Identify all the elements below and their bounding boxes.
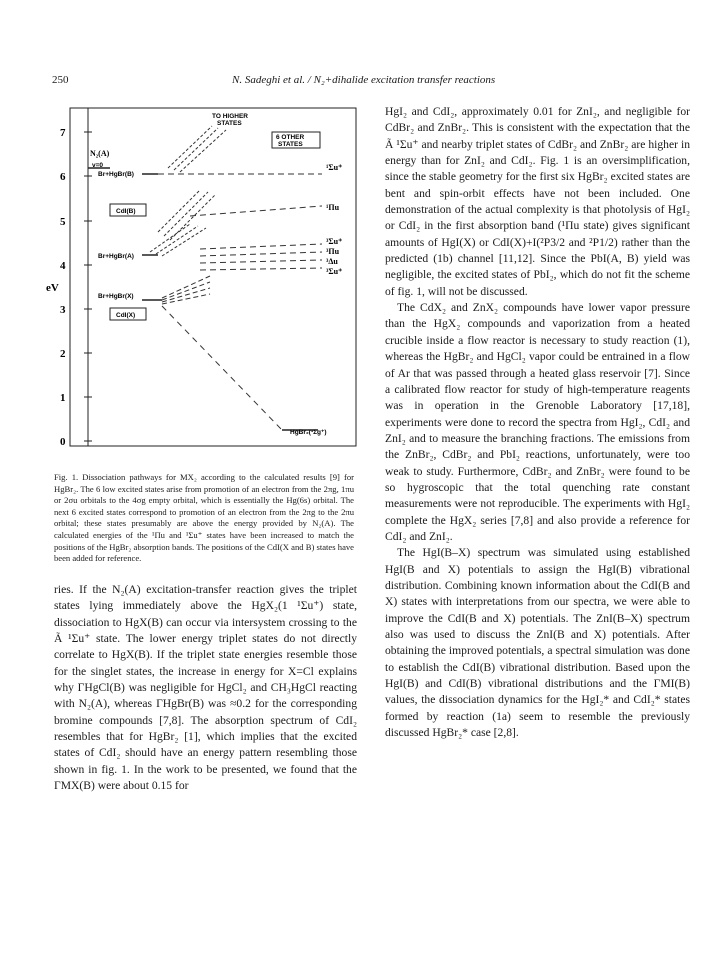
running-head: N. Sadeghi et al. / N₂+dihalide excitation transfer reactions: [232, 74, 496, 86]
tick-labels: [60, 127, 66, 448]
axis-unit-label: eV: [46, 282, 59, 294]
states-label: STATES: [217, 120, 242, 127]
cdi-x-label: CdI(X): [116, 312, 136, 319]
page-header: [52, 74, 672, 90]
figure-svg: [46, 104, 360, 454]
caption-text: Fig. 1. Dissociation pathways for MX₂ according to the calculated results [9] for HgBr₂. The 6 low excited states arise from promotion of an electron from the 2πg, 1πu or 2σu orbitals to the 4σg empty orbital, which is essentially the Hg(6s) orbital. The next 6 excited states correspond to promotion of an electron from the 2πg to the 2πu orbital; these states presumably are above the energy provided by N₂(A). The calculated energies of the ¹Πu and ¹Σu⁺ states have been increased to match the positions of the HgBr₂ absorption bands. The positions of the CdI(X and B) states have been added for reference.: [54, 472, 354, 564]
br-hgbr-x-label: Br+HgBr(X): [98, 293, 134, 300]
state-label: ¹Πu: [326, 203, 340, 212]
energy-level-figure: [46, 104, 360, 454]
br-hgbr-b-label: Br+HgBr(B): [98, 171, 134, 178]
right-column: [385, 104, 690, 741]
tick-label: 3: [60, 304, 66, 316]
n2a-v0-label: v=0: [92, 162, 104, 169]
left-column: [54, 582, 357, 794]
higher-dissociation-lines: [168, 126, 226, 172]
x-to-triplet-lines: [162, 276, 210, 304]
n2a-label: N₂(A): [90, 149, 110, 158]
paragraph: The HgI(B–X) spectrum was simulated using established HgI(B and X) potentials to assign the HgI(B) vibrational distribution. Combining known information about the CdI(B and X) states with interpretations from our spectra, we were able to improve the CdI(B and X) potentials. The ZnI(B–X) spectrum also was used to discuss the ZnI(B and X) potentials. After obtaining the improved potentials, a spectral simulation was done to establish the CdI(B) vibrational distribution. Based upon the HgI(B) and CdI(B) vibrational distributions and the ΓMI(B) values, the dissociation dynamics for the HgI₂* and CdI₂* states formed by reaction (1a) seem to resemble the previously discussed HgBr₂* case [2,8].: [385, 546, 690, 740]
triplet-state-dashes: [200, 244, 322, 270]
ground-dissociation-line: [162, 306, 282, 430]
pi-u-slants: [158, 190, 216, 240]
state-label: ³Σu⁺: [326, 267, 343, 276]
pi-u-dash: [190, 206, 322, 216]
tick-label: 6: [60, 171, 66, 183]
tick-label: 2: [60, 348, 66, 360]
tick-label: 0: [60, 436, 66, 448]
state-label: ¹Σu⁺: [326, 163, 343, 172]
hgbr2-label: HgBr₂(¹Σg⁺): [290, 429, 327, 436]
cdi-b-label: CdI(B): [116, 208, 136, 215]
six-states-label: STATES: [278, 141, 303, 148]
tick-label: 7: [60, 127, 66, 139]
state-label: ³Σu⁺: [326, 237, 343, 246]
paragraph: HgI₂ and CdI₂, approximately 0.01 for ZnI₂, and negligible for CdBr₂ and ZnBr₂. This is consistent with the expectation that the Ã ¹Σu⁺ and nearby triplet states of CdBr₂ and ZnBr₂ are higher in energy than for ZnI₂ and CdI₂. Fig. 1 is an oversimplification, since the stable geometry for the first six HgBr₂ excited states are bent and spin-orbit effects have not been included. One demonstration of the actual complexity is that photolysis of HgI₂ or CdI₂ in the first absorption band (¹Πu state) gives significant amounts of HgI(X) or CdI(X)+I(²P3/2 and ²P1/2) rather than the predicted (1b) channel [11,12]. Since the PbI(A, B) yield was negligible, the excited states of PbI₂, which do not fit the scheme of fig. 1, will not be discussed.: [385, 105, 690, 298]
to-higher-label: TO HIGHER: [212, 113, 248, 120]
six-other-label: 6 OTHER: [276, 134, 305, 141]
tick-label: 1: [60, 392, 66, 404]
state-label: ³Δu: [326, 257, 338, 266]
figure-caption: [54, 472, 354, 565]
figure-frame: [70, 108, 356, 446]
tick-label: 5: [60, 216, 66, 228]
page-number: 250: [52, 74, 69, 86]
br-hgbr-a-label: Br+HgBr(A): [98, 253, 134, 260]
state-label: ³Πu: [326, 247, 340, 256]
triplet-slants: [150, 224, 206, 256]
paragraph: The CdX₂ and ZnX₂ compounds have lower vapor pressure than the HgX₂ compounds and vaporization from a heated crucible inside a flow reactor is necessary to study reaction (1), whereas the HgBr₂ and HgCl₂ vapor could be entrained in a flow of Ar that was passed through a heated glass reservoir [7]. Since a calibrated flow reactor for study of high-temperature reagents was in operation in the Grenoble Laboratory [17,18], experiments were done to record the spectra from HgI₂, CdI₂ and ZnI₂ and to measure the branching fractions. The emissions from the ZnBr₂, CdBr₂ and PbI₂ reactions, unfortunately, were too weak to study. Furthermore, CdBr₂ and ZnBr₂ were found to be so hygroscopic that the total quenching rate constant measurements were not reproducible. The experiments with HgI₂ complete the HgX₂ series [7,8] and also provide a reference for CdI₂ and ZnI₂.: [385, 301, 690, 543]
tick-label: 4: [60, 260, 66, 272]
paragraph: ries. If the N₂(A) excitation-transfer reaction gives the triplet states lying immediately above the HgX₂(1 ¹Σu⁺) state, dissociation to HgX(B) can occur via intersystem crossing to the Ã ¹Σu⁺ state. The lower energy triplet states do not directly correlate to HgX(B). If the triplet state energies resemble those for the singlet states, the increase in energy for X=Cl explains why ΓHgCl(B) was negligible for HgCl₂ and CH₃HgCl reacting with N₂(A), whereas ΓHgBr(B) was ≈0.2 for the corresponding bromine compounds [7,8]. The absorption spectrum of CdI₂ resembles that for HgBr₂ [1], which implies that the excited states of CdI₂ should have an energy pattern resembling those shown in fig. 1. In the work to be presented, we found that the ΓMX(B) were about 0.15 for: [54, 583, 357, 793]
